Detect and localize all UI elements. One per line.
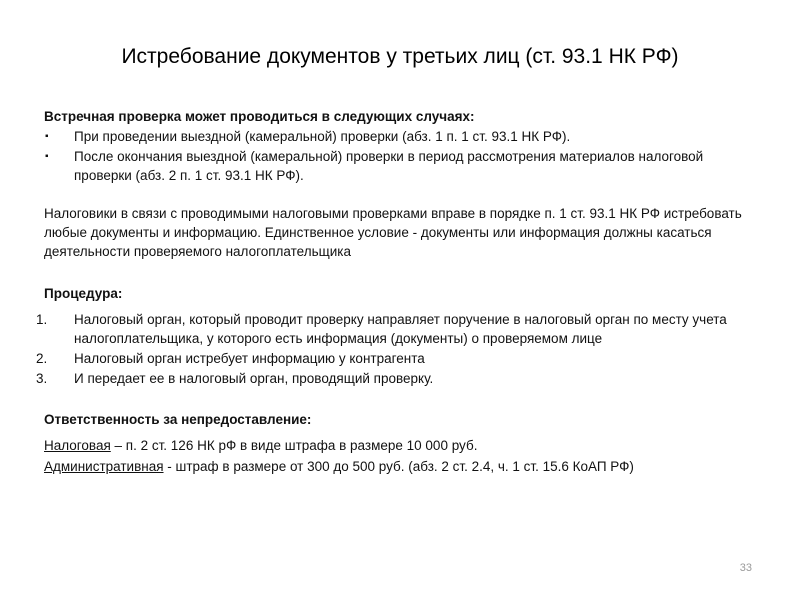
cases-list [44,127,764,185]
bullet-icon: ▪ [45,131,49,142]
slide-content [36,107,764,476]
procedure-list [36,310,764,388]
tax-liability-text: – п. 2 ст. 126 НК рФ в виде штрафа в размере 10 000 руб. [110,438,478,453]
info-paragraph: Налоговики в связи с проводимыми налоговыми проверками вправе в порядке п. 1 ст. 93.1 НК РФ истребовать любые документы и информацию. Единственное условие - документы или информация должны касаться деятельности проверяемого налогоплательщика [44,206,742,259]
admin-liability-label: Административная [44,459,164,474]
step-text: Налоговый орган истребует информацию у контрагента [74,351,425,366]
cases-heading: Встречная проверка может проводиться в следующих случаях: [44,109,475,124]
list-item [36,349,764,368]
step-number: 1. [36,312,48,327]
admin-liability-text: - штраф в размере от 300 до 500 руб. (абз. 2 ст. 2.4, ч. 1 ст. 15.6 КоАП РФ) [163,459,634,474]
bullet-icon: ▪ [45,151,49,162]
list-item [36,369,764,388]
case-text: После окончания выездной (камеральной) проверки в период рассмотрения материалов налоговой проверки (абз. 2 п. 1 ст. 93.1 НК РФ). [74,149,704,183]
step-number: 3. [36,371,48,386]
step-text: И передает ее в налоговый орган, проводящий проверку. [74,371,434,386]
slide-title: Истребование документов у третьих лиц (ст. 93.1 НК РФ) [121,45,679,68]
list-item [36,310,764,348]
step-number: 2. [36,351,48,366]
case-text: При проведении выездной (камеральной) проверки (абз. 1 п. 1 ст. 93.1 НК РФ). [74,129,571,144]
list-item [44,147,764,185]
list-item [44,127,764,146]
page-number: 33 [739,562,752,574]
responsibility-heading: Ответственность за непредоставление: [44,412,312,427]
admin-liability-line [44,457,764,476]
tax-liability-line [44,436,764,455]
step-text: Налоговый орган, который проводит проверку направляет поручение в налоговый орган по месту учета налогоплательщика, у которого есть информация (документы) о проверяемом лице [74,312,727,346]
tax-liability-label: Налоговая [44,438,111,453]
procedure-heading: Процедура: [44,286,123,301]
